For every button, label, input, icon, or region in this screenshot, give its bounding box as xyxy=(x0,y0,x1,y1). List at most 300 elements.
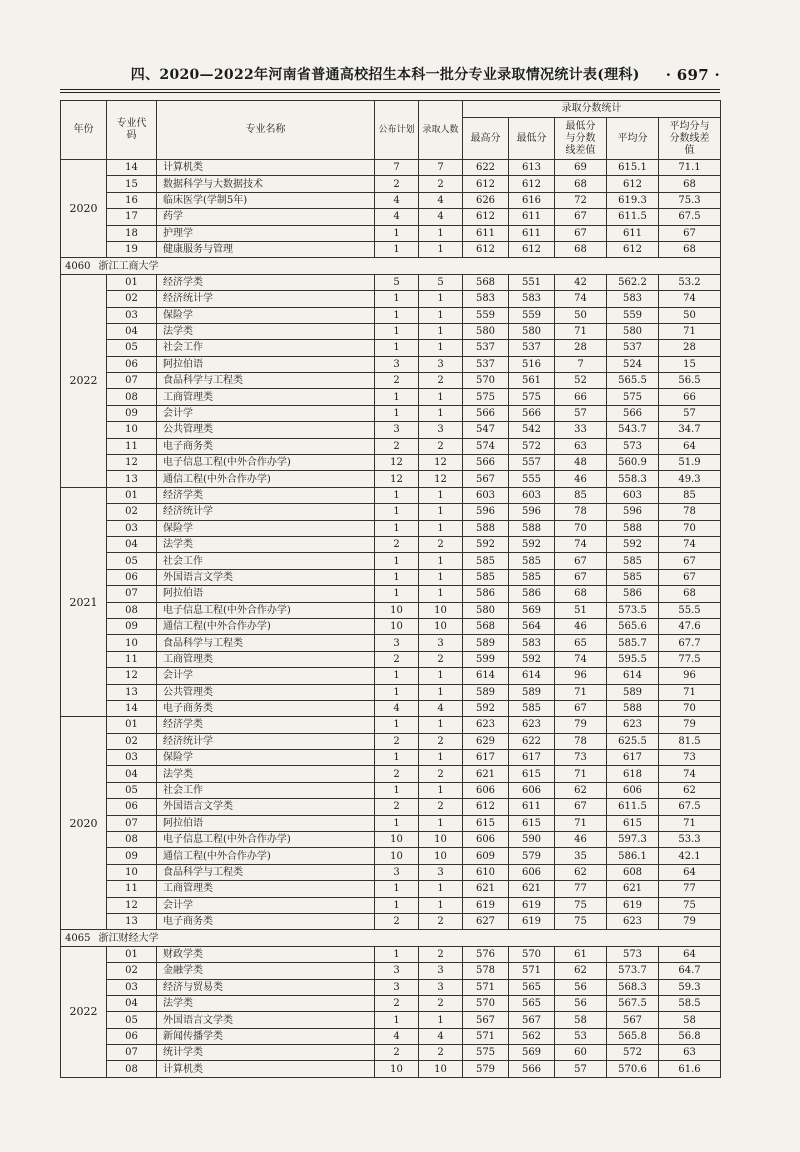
code-cell: 10 xyxy=(107,422,157,438)
avg-cell: 524 xyxy=(607,356,659,372)
code-cell: 08 xyxy=(107,1061,157,1077)
avg-cell: 585.7 xyxy=(607,635,659,651)
max-cell: 566 xyxy=(463,455,509,471)
plan-cell: 12 xyxy=(375,471,419,487)
min-diff-cell: 67 xyxy=(555,700,607,716)
avg-diff-cell: 74 xyxy=(659,766,721,782)
min-diff-cell: 67 xyxy=(555,225,607,241)
code-cell: 05 xyxy=(107,782,157,798)
avg-diff-cell: 62 xyxy=(659,782,721,798)
table-row xyxy=(61,897,721,913)
avg-cell: 611.5 xyxy=(607,799,659,815)
admitted-cell: 3 xyxy=(419,963,463,979)
table-row xyxy=(61,307,721,323)
code-cell: 07 xyxy=(107,1045,157,1061)
max-cell: 567 xyxy=(463,471,509,487)
name-cell: 公共管理类 xyxy=(157,684,375,700)
table-row xyxy=(61,717,721,733)
code-cell: 11 xyxy=(107,881,157,897)
admitted-cell: 1 xyxy=(419,225,463,241)
min-cell: 619 xyxy=(509,897,555,913)
admitted-cell: 3 xyxy=(419,979,463,995)
code-cell: 02 xyxy=(107,963,157,979)
max-cell: 606 xyxy=(463,832,509,848)
min-diff-cell: 75 xyxy=(555,897,607,913)
code-cell: 07 xyxy=(107,373,157,389)
max-cell: 617 xyxy=(463,750,509,766)
max-cell: 629 xyxy=(463,733,509,749)
table-row xyxy=(61,471,721,487)
admitted-cell: 10 xyxy=(419,602,463,618)
min-diff-cell: 71 xyxy=(555,815,607,831)
max-cell: 592 xyxy=(463,700,509,716)
admitted-cell: 4 xyxy=(419,1028,463,1044)
admitted-cell: 2 xyxy=(419,913,463,929)
avg-cell: 585 xyxy=(607,553,659,569)
min-cell: 575 xyxy=(509,389,555,405)
plan-cell: 10 xyxy=(375,1061,419,1077)
admission-stats-table xyxy=(60,100,721,1078)
table-row xyxy=(61,881,721,897)
avg-diff-cell: 58 xyxy=(659,1012,721,1028)
min-cell: 585 xyxy=(509,553,555,569)
min-cell: 580 xyxy=(509,323,555,339)
min-cell: 619 xyxy=(509,913,555,929)
col-admitted-header: 录取人数 xyxy=(419,101,463,160)
min-diff-cell: 60 xyxy=(555,1045,607,1061)
table-row xyxy=(61,946,721,962)
header-rule xyxy=(60,89,720,90)
max-cell: 599 xyxy=(463,651,509,667)
avg-diff-cell: 57 xyxy=(659,405,721,421)
plan-cell: 2 xyxy=(375,536,419,552)
avg-diff-cell: 15 xyxy=(659,356,721,372)
min-cell: 583 xyxy=(509,291,555,307)
name-cell: 社会工作 xyxy=(157,553,375,569)
avg-cell: 589 xyxy=(607,684,659,700)
min-diff-cell: 50 xyxy=(555,307,607,323)
max-cell: 626 xyxy=(463,192,509,208)
avg-cell: 575 xyxy=(607,389,659,405)
min-cell: 615 xyxy=(509,766,555,782)
table-row xyxy=(61,438,721,454)
avg-cell: 573 xyxy=(607,946,659,962)
avg-cell: 567 xyxy=(607,1012,659,1028)
avg-diff-cell: 68 xyxy=(659,586,721,602)
name-cell: 阿拉伯语 xyxy=(157,586,375,602)
code-cell: 02 xyxy=(107,291,157,307)
school-cell xyxy=(61,930,721,946)
code-cell: 09 xyxy=(107,848,157,864)
name-cell: 电子商务类 xyxy=(157,913,375,929)
admitted-cell: 2 xyxy=(419,946,463,962)
plan-cell: 4 xyxy=(375,209,419,225)
school-cell xyxy=(61,258,721,274)
name-cell: 法学类 xyxy=(157,323,375,339)
school-name: 浙江财经大学 xyxy=(98,932,159,944)
max-cell: 580 xyxy=(463,602,509,618)
admitted-cell: 1 xyxy=(419,782,463,798)
avg-cell: 608 xyxy=(607,864,659,880)
table-row xyxy=(61,553,721,569)
min-cell: 537 xyxy=(509,340,555,356)
code-cell: 19 xyxy=(107,241,157,257)
max-cell: 610 xyxy=(463,864,509,880)
code-cell: 18 xyxy=(107,225,157,241)
min-diff-cell: 63 xyxy=(555,438,607,454)
name-cell: 财政学类 xyxy=(157,946,375,962)
name-cell: 社会工作 xyxy=(157,340,375,356)
max-cell: 589 xyxy=(463,635,509,651)
min-diff-cell: 96 xyxy=(555,668,607,684)
avg-diff-cell: 56.5 xyxy=(659,373,721,389)
code-cell: 01 xyxy=(107,717,157,733)
admitted-cell: 4 xyxy=(419,700,463,716)
max-cell: 603 xyxy=(463,487,509,503)
admitted-cell: 10 xyxy=(419,618,463,634)
avg-diff-cell: 64 xyxy=(659,864,721,880)
name-cell: 外国语言文学类 xyxy=(157,1012,375,1028)
min-cell: 565 xyxy=(509,979,555,995)
avg-cell: 623 xyxy=(607,913,659,929)
code-cell: 09 xyxy=(107,618,157,634)
plan-cell: 1 xyxy=(375,946,419,962)
plan-cell: 1 xyxy=(375,897,419,913)
min-diff-cell: 74 xyxy=(555,291,607,307)
plan-cell: 1 xyxy=(375,389,419,405)
table-row xyxy=(61,864,721,880)
avg-diff-cell: 59.3 xyxy=(659,979,721,995)
min-diff-cell: 56 xyxy=(555,979,607,995)
max-cell: 589 xyxy=(463,684,509,700)
max-cell: 611 xyxy=(463,225,509,241)
max-cell: 576 xyxy=(463,946,509,962)
table-row xyxy=(61,1045,721,1061)
max-cell: 568 xyxy=(463,618,509,634)
max-cell: 621 xyxy=(463,766,509,782)
plan-cell: 1 xyxy=(375,782,419,798)
admitted-cell: 1 xyxy=(419,307,463,323)
name-cell: 通信工程(中外合作办学) xyxy=(157,471,375,487)
min-diff-cell: 67 xyxy=(555,553,607,569)
min-cell: 579 xyxy=(509,848,555,864)
min-diff-cell: 53 xyxy=(555,1028,607,1044)
plan-cell: 3 xyxy=(375,864,419,880)
name-cell: 会计学 xyxy=(157,897,375,913)
code-cell: 15 xyxy=(107,176,157,192)
plan-cell: 3 xyxy=(375,356,419,372)
avg-cell: 614 xyxy=(607,668,659,684)
min-cell: 592 xyxy=(509,536,555,552)
name-cell: 法学类 xyxy=(157,995,375,1011)
name-cell: 经济统计学 xyxy=(157,291,375,307)
code-cell: 13 xyxy=(107,471,157,487)
avg-diff-cell: 50 xyxy=(659,307,721,323)
min-diff-cell: 58 xyxy=(555,1012,607,1028)
avg-diff-cell: 28 xyxy=(659,340,721,356)
avg-cell: 559 xyxy=(607,307,659,323)
avg-diff-cell: 71.1 xyxy=(659,160,721,176)
col-avg-header: 平均分 xyxy=(607,118,659,160)
avg-diff-cell: 56.8 xyxy=(659,1028,721,1044)
col-score-group-header: 录取分数统计 xyxy=(463,101,721,118)
col-avg-diff-header: 平均分与分数线差值 xyxy=(659,118,721,160)
admitted-cell: 1 xyxy=(419,815,463,831)
name-cell: 电子商务类 xyxy=(157,700,375,716)
code-cell: 11 xyxy=(107,438,157,454)
plan-cell: 2 xyxy=(375,733,419,749)
min-diff-cell: 62 xyxy=(555,963,607,979)
min-diff-cell: 62 xyxy=(555,864,607,880)
admitted-cell: 4 xyxy=(419,192,463,208)
table-row xyxy=(61,1028,721,1044)
code-cell: 03 xyxy=(107,520,157,536)
min-diff-cell: 52 xyxy=(555,373,607,389)
min-cell: 611 xyxy=(509,225,555,241)
min-diff-cell: 73 xyxy=(555,750,607,766)
avg-cell: 592 xyxy=(607,536,659,552)
avg-diff-cell: 67 xyxy=(659,569,721,585)
admitted-cell: 2 xyxy=(419,766,463,782)
admitted-cell: 3 xyxy=(419,864,463,880)
code-cell: 16 xyxy=(107,192,157,208)
avg-cell: 611.5 xyxy=(607,209,659,225)
avg-cell: 570.6 xyxy=(607,1061,659,1077)
min-diff-cell: 68 xyxy=(555,176,607,192)
max-cell: 612 xyxy=(463,176,509,192)
admitted-cell: 1 xyxy=(419,340,463,356)
code-cell: 08 xyxy=(107,602,157,618)
avg-diff-cell: 70 xyxy=(659,700,721,716)
avg-cell: 611 xyxy=(607,225,659,241)
plan-cell: 1 xyxy=(375,340,419,356)
plan-cell: 1 xyxy=(375,569,419,585)
name-cell: 食品科学与工程类 xyxy=(157,373,375,389)
code-cell: 05 xyxy=(107,340,157,356)
code-cell: 01 xyxy=(107,487,157,503)
avg-cell: 543.7 xyxy=(607,422,659,438)
avg-diff-cell: 79 xyxy=(659,717,721,733)
max-cell: 583 xyxy=(463,291,509,307)
name-cell: 保险学 xyxy=(157,750,375,766)
min-diff-cell: 28 xyxy=(555,340,607,356)
avg-diff-cell: 55.5 xyxy=(659,602,721,618)
code-cell: 08 xyxy=(107,832,157,848)
col-plan-header: 公布计划 xyxy=(375,101,419,160)
name-cell: 经济统计学 xyxy=(157,733,375,749)
min-diff-cell: 78 xyxy=(555,733,607,749)
table-row xyxy=(61,750,721,766)
page-header xyxy=(60,62,720,84)
name-cell: 临床医学(学制5年) xyxy=(157,192,375,208)
table-row xyxy=(61,782,721,798)
min-diff-cell: 46 xyxy=(555,618,607,634)
table-body xyxy=(61,160,721,1078)
avg-diff-cell: 47.6 xyxy=(659,618,721,634)
admitted-cell: 10 xyxy=(419,1061,463,1077)
admitted-cell: 7 xyxy=(419,160,463,176)
min-cell: 611 xyxy=(509,799,555,815)
name-cell: 公共管理类 xyxy=(157,422,375,438)
code-cell: 05 xyxy=(107,553,157,569)
name-cell: 计算机类 xyxy=(157,1061,375,1077)
max-cell: 575 xyxy=(463,1045,509,1061)
plan-cell: 7 xyxy=(375,160,419,176)
avg-cell: 568.3 xyxy=(607,979,659,995)
admitted-cell: 2 xyxy=(419,651,463,667)
avg-cell: 603 xyxy=(607,487,659,503)
avg-diff-cell: 58.5 xyxy=(659,995,721,1011)
code-cell: 06 xyxy=(107,799,157,815)
avg-cell: 619 xyxy=(607,897,659,913)
min-cell: 566 xyxy=(509,1061,555,1077)
min-cell: 516 xyxy=(509,356,555,372)
year-cell: 2020 xyxy=(61,717,107,930)
avg-diff-cell: 53.3 xyxy=(659,832,721,848)
code-cell: 05 xyxy=(107,1012,157,1028)
min-cell: 566 xyxy=(509,405,555,421)
col-year-header: 年份 xyxy=(61,101,107,160)
school-code: 4065 xyxy=(65,932,91,944)
avg-diff-cell: 64 xyxy=(659,438,721,454)
plan-cell: 1 xyxy=(375,717,419,733)
avg-diff-cell: 74 xyxy=(659,291,721,307)
avg-cell: 623 xyxy=(607,717,659,733)
max-cell: 585 xyxy=(463,569,509,585)
code-cell: 13 xyxy=(107,913,157,929)
avg-cell: 567.5 xyxy=(607,995,659,1011)
min-cell: 590 xyxy=(509,832,555,848)
min-cell: 572 xyxy=(509,438,555,454)
admitted-cell: 2 xyxy=(419,799,463,815)
min-cell: 542 xyxy=(509,422,555,438)
year-cell: 2020 xyxy=(61,160,107,258)
min-cell: 612 xyxy=(509,176,555,192)
page-title: 四、2020—2022年河南省普通高校招生本科一批分专业录取情况统计表(理科) xyxy=(130,67,640,83)
name-cell: 经济与贸易类 xyxy=(157,979,375,995)
min-diff-cell: 79 xyxy=(555,717,607,733)
min-diff-cell: 69 xyxy=(555,160,607,176)
school-name: 浙江工商大学 xyxy=(98,260,159,272)
table-row xyxy=(61,160,721,176)
avg-diff-cell: 67 xyxy=(659,553,721,569)
name-cell: 保险学 xyxy=(157,307,375,323)
admitted-cell: 1 xyxy=(419,717,463,733)
avg-diff-cell: 77 xyxy=(659,881,721,897)
table-row xyxy=(61,651,721,667)
code-cell: 03 xyxy=(107,750,157,766)
plan-cell: 1 xyxy=(375,750,419,766)
avg-cell: 560.9 xyxy=(607,455,659,471)
code-cell: 09 xyxy=(107,405,157,421)
max-cell: 612 xyxy=(463,209,509,225)
plan-cell: 4 xyxy=(375,700,419,716)
min-cell: 551 xyxy=(509,274,555,290)
min-diff-cell: 51 xyxy=(555,602,607,618)
avg-cell: 596 xyxy=(607,504,659,520)
table-row xyxy=(61,225,721,241)
table-row xyxy=(61,209,721,225)
avg-cell: 588 xyxy=(607,520,659,536)
plan-cell: 2 xyxy=(375,176,419,192)
name-cell: 经济学类 xyxy=(157,274,375,290)
code-cell: 02 xyxy=(107,504,157,520)
min-cell: 622 xyxy=(509,733,555,749)
min-cell: 616 xyxy=(509,192,555,208)
table-row xyxy=(61,569,721,585)
plan-cell: 1 xyxy=(375,504,419,520)
code-cell: 06 xyxy=(107,1028,157,1044)
name-cell: 药学 xyxy=(157,209,375,225)
min-diff-cell: 68 xyxy=(555,586,607,602)
plan-cell: 1 xyxy=(375,291,419,307)
avg-diff-cell: 70 xyxy=(659,520,721,536)
min-diff-cell: 33 xyxy=(555,422,607,438)
max-cell: 567 xyxy=(463,1012,509,1028)
max-cell: 588 xyxy=(463,520,509,536)
min-cell: 592 xyxy=(509,651,555,667)
plan-cell: 3 xyxy=(375,635,419,651)
min-diff-cell: 70 xyxy=(555,520,607,536)
table-row xyxy=(61,455,721,471)
avg-cell: 618 xyxy=(607,766,659,782)
admitted-cell: 1 xyxy=(419,520,463,536)
avg-diff-cell: 79 xyxy=(659,913,721,929)
admitted-cell: 3 xyxy=(419,422,463,438)
table-row xyxy=(61,176,721,192)
name-cell: 新闻传播学类 xyxy=(157,1028,375,1044)
min-cell: 621 xyxy=(509,881,555,897)
table-row xyxy=(61,995,721,1011)
avg-cell: 562.2 xyxy=(607,274,659,290)
max-cell: 612 xyxy=(463,799,509,815)
min-cell: 617 xyxy=(509,750,555,766)
max-cell: 612 xyxy=(463,241,509,257)
name-cell: 统计学类 xyxy=(157,1045,375,1061)
table-row xyxy=(61,192,721,208)
code-cell: 01 xyxy=(107,946,157,962)
max-cell: 575 xyxy=(463,389,509,405)
table-row xyxy=(61,504,721,520)
admitted-cell: 1 xyxy=(419,487,463,503)
name-cell: 外国语言文学类 xyxy=(157,569,375,585)
min-cell: 564 xyxy=(509,618,555,634)
table-row xyxy=(61,389,721,405)
name-cell: 食品科学与工程类 xyxy=(157,635,375,651)
col-min-diff-header: 最低分与分数线差值 xyxy=(555,118,607,160)
min-diff-cell: 67 xyxy=(555,569,607,585)
table-row xyxy=(61,241,721,257)
code-cell: 11 xyxy=(107,651,157,667)
school-code: 4060 xyxy=(65,260,91,272)
admitted-cell: 3 xyxy=(419,635,463,651)
min-cell: 571 xyxy=(509,963,555,979)
name-cell: 经济学类 xyxy=(157,487,375,503)
code-cell: 14 xyxy=(107,700,157,716)
table-row xyxy=(61,635,721,651)
max-cell: 547 xyxy=(463,422,509,438)
min-cell: 603 xyxy=(509,487,555,503)
admitted-cell: 2 xyxy=(419,373,463,389)
min-diff-cell: 71 xyxy=(555,684,607,700)
admitted-cell: 2 xyxy=(419,1045,463,1061)
min-diff-cell: 65 xyxy=(555,635,607,651)
avg-diff-cell: 61.6 xyxy=(659,1061,721,1077)
avg-cell: 565.8 xyxy=(607,1028,659,1044)
table-row xyxy=(61,356,721,372)
min-diff-cell: 46 xyxy=(555,832,607,848)
code-cell: 14 xyxy=(107,160,157,176)
